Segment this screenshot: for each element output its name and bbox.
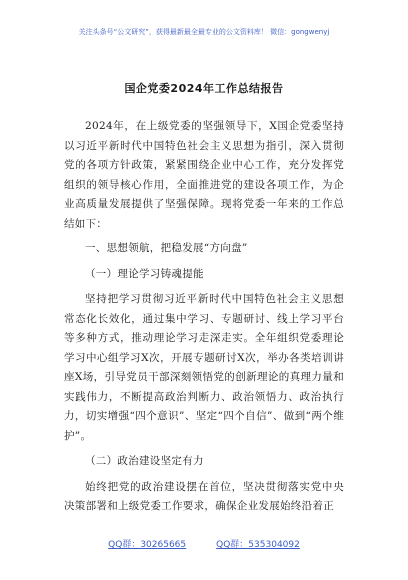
footer-contacts [0,537,408,550]
header-promo-note: 关注头条号“公文研究”，获得最新最全最专业的公文资料库！ 微信：gongwenyj [78,28,330,36]
subsection-heading-2: （二）政治建设坚定有力 [85,455,204,467]
subsection-heading-1: （一）理论学习铸魂提能 [85,267,204,280]
section-heading-1: 一、思想领航，把稳发展“方向盘” [85,242,248,254]
document-body [64,117,344,517]
qq-group-link-1[interactable]: QQ群：30265665 [108,540,187,550]
body-paragraph-2: 坚持把学习贯彻习近平新时代中国特色社会主义思想常态化长效化，通过集中学习、专题研讨、线上学习平台等多种方式，推动理论学习走深走实。全年组织党委理论学习中心组学习X次，开展专题研讨X次，举办各类培训讲座X场，引导党员干部深刻领悟党的创新理论的真理力量和实践伟力，不断提高政治判断力、政治领悟力、政治执行力，切实增强“四个意识”、坚定“四个自信”、做到“两个维护”。 [64,293,344,442]
intro-paragraph: 2024年，在上级党委的坚强领导下，X国企党委坚持以习近平新时代中国特色社会主义思想为指引，深入贯彻党的各项方针政策，紧紧围绕企业中心工作，充分发挥党组织的领导核心作用，全面推进党的建设各项工作，为企业高质量发展提供了坚强保障。现将党委一年来的工作总结如下： [64,120,344,230]
body-paragraph-3: 始终把党的政治建设摆在首位，坚决贯彻落实党中央决策部署和上级党委工作要求，确保企业发展始终沿着正 [64,480,344,512]
qq-group-link-2[interactable]: QQ群：535304092 [216,540,300,550]
document-title: 国企党委2024年工作总结报告 [124,82,284,95]
